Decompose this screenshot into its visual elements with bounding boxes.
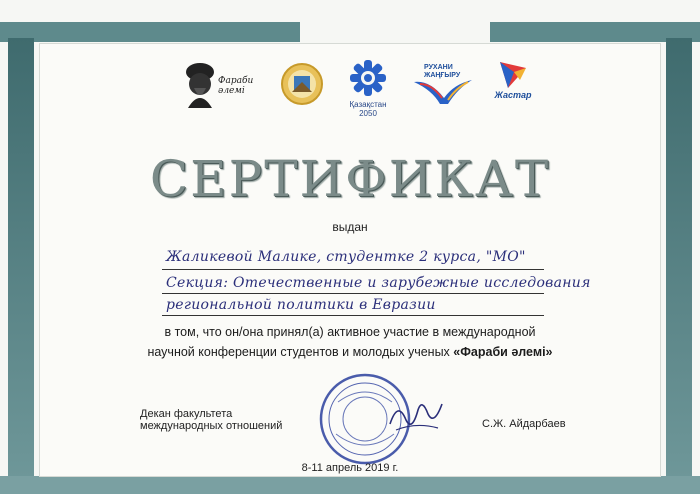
frame-band-top-left: [0, 22, 300, 42]
dean-title: [140, 408, 282, 432]
recipient-underline-2: [162, 293, 544, 294]
rukhani-zhangyru-logo: [410, 58, 478, 110]
rukhani-zhangyru-caption: РУХАНИ ЖАҢҒЫРУ: [424, 64, 461, 79]
signer-name: С.Ж. Айдарбаев: [482, 418, 566, 430]
dean-signature: [386, 392, 446, 438]
conference-date: 8-11 апрель 2019 г.: [301, 462, 399, 474]
frame-band-left: [8, 38, 34, 478]
jastar-caption: Жастар: [494, 90, 532, 100]
section-topic-handwritten: региональной политики в Евразии: [166, 297, 436, 313]
frame-band-bottom: [0, 476, 700, 494]
certificate-body: [0, 322, 700, 362]
certificate-title: СЕРТИФИКАТ: [149, 150, 551, 208]
recipient-underline-3: [162, 315, 544, 316]
issued-label: выдан: [332, 220, 368, 234]
farabi-logo: [180, 58, 262, 110]
event-name: «Фараби әлемі»: [453, 345, 553, 359]
body-line-1: в том, что он/она принял(а) активное участие в международной: [164, 325, 536, 339]
frame-band-right: [666, 38, 692, 478]
farabi-logo-caption: Фараби әлемі: [218, 76, 254, 96]
recipient-underline-1: [162, 269, 544, 270]
section-handwritten: Секция: Отечественные и зарубежные исследования: [166, 275, 591, 291]
dean-title-line-2: международных отношений: [140, 420, 283, 432]
body-line-2-prefix: научной конференции студентов и молодых ученых: [147, 345, 454, 359]
body-line-2: [0, 342, 700, 362]
logos-row: [180, 58, 540, 116]
kazakhstan-2050-caption: Қазақстан 2050: [349, 100, 387, 118]
jastar-logo: [490, 58, 536, 110]
kazakhstan-2050-logo: [340, 58, 396, 116]
university-seal-logo: [280, 58, 324, 110]
recipient-name-handwritten: Жаликевой Малике, студентке 2 курса, "МО": [166, 249, 526, 265]
dean-title-line-1: Декан факультета: [140, 408, 233, 420]
